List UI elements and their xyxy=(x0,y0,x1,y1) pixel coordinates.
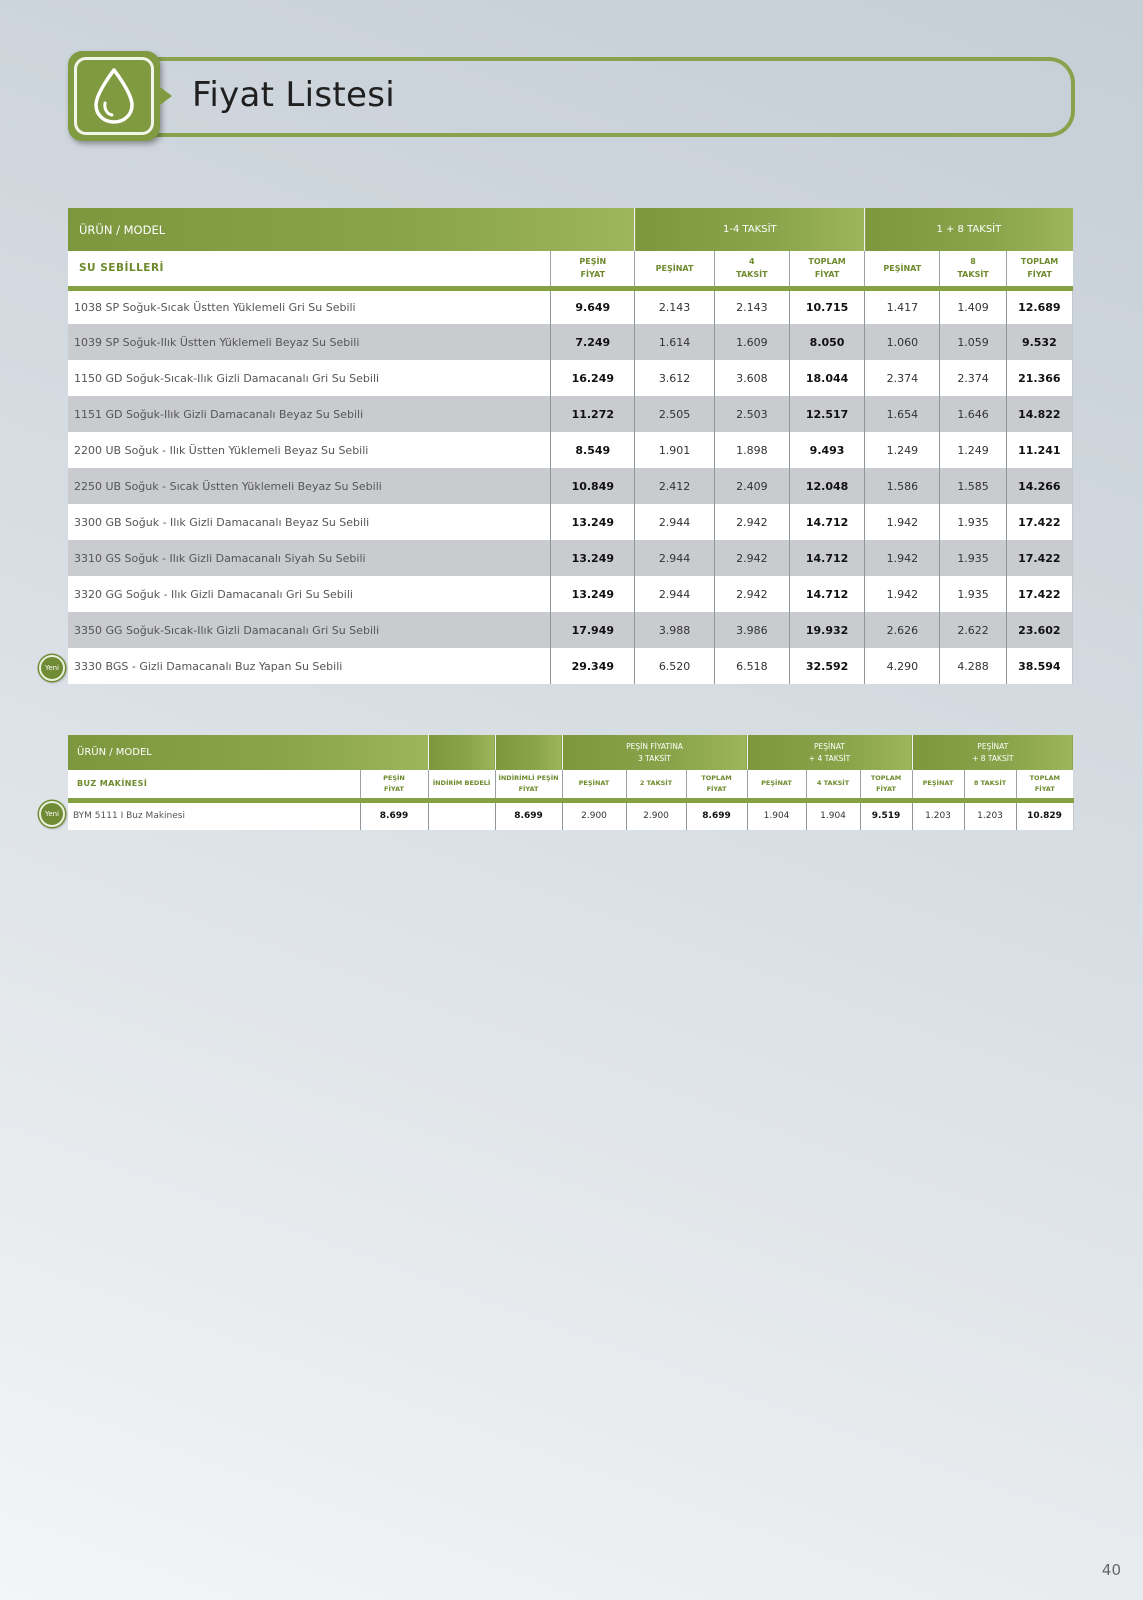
price-cell: 14.712 xyxy=(789,540,864,576)
price-cell: 16.249 xyxy=(551,360,635,396)
installment-8-header: 8 TAKSİT xyxy=(964,770,1016,800)
price-cell: 17.422 xyxy=(1006,576,1072,612)
product-name-cell: 2200 UB Soğuk - Ilık Üstten Yüklemeli Beyaz Su Sebili xyxy=(68,432,551,468)
table-row xyxy=(68,504,1073,540)
product-name-cell: 3320 GG Soğuk - Ilık Gizli Damacanalı Gri Su Sebili xyxy=(68,576,551,612)
table-row xyxy=(68,324,1073,360)
product-name-cell: 2250 UB Soğuk - Sıcak Üstten Yüklemeli Beyaz Su Sebili xyxy=(68,468,551,504)
price-cell: 12.517 xyxy=(789,396,864,432)
price-cell: 1.060 xyxy=(865,324,940,360)
price-cell: 2.942 xyxy=(714,504,789,540)
price-cell: 29.349 xyxy=(551,648,635,684)
price-cell: 1.586 xyxy=(865,468,940,504)
price-cell: 9.649 xyxy=(551,288,635,324)
price-cell: 17.949 xyxy=(551,612,635,648)
product-name-cell: 1038 SP Soğuk-Sıcak Üstten Yüklemeli Gri Su Sebili xyxy=(68,288,551,324)
table-row xyxy=(68,540,1073,576)
price-cell: 8.050 xyxy=(789,324,864,360)
price-cell: 1.249 xyxy=(940,432,1006,468)
price-cell: 1.654 xyxy=(865,396,940,432)
price-cell: 1.942 xyxy=(865,540,940,576)
price-cell: 8.699 xyxy=(686,800,747,830)
price-cell: 12.689 xyxy=(1006,288,1072,324)
price-cell: 6.520 xyxy=(635,648,714,684)
table-row xyxy=(68,800,1073,830)
table-row xyxy=(68,576,1073,612)
product-name-cell: 1039 SP Soğuk-Ilık Üstten Yüklemeli Beyaz Su Sebili xyxy=(68,324,551,360)
table-row xyxy=(68,648,1073,684)
down-payment-header: PEŞİNAT xyxy=(912,770,964,800)
price-cell: 13.249 xyxy=(551,540,635,576)
price-cell: 38.594 xyxy=(1006,648,1072,684)
price-cell: 1.942 xyxy=(865,576,940,612)
total-price-header: TOPLAM FİYAT xyxy=(789,251,864,288)
price-cell: 1.059 xyxy=(940,324,1006,360)
table-group-header xyxy=(68,208,1073,251)
product-name-cell: 3300 GB Soğuk - Ilık Gizli Damacanalı Beyaz Su Sebili xyxy=(68,504,551,540)
price-cell: 2.505 xyxy=(635,396,714,432)
cash-price-header: PEŞİN FİYAT xyxy=(360,770,428,800)
installment-2-header: 2 TAKSİT xyxy=(626,770,686,800)
price-cell: 1.614 xyxy=(635,324,714,360)
price-cell: 2.900 xyxy=(562,800,626,830)
price-cell: 2.942 xyxy=(714,576,789,612)
price-cell: 1.585 xyxy=(940,468,1006,504)
price-cell: 2.626 xyxy=(865,612,940,648)
price-cell: 11.272 xyxy=(551,396,635,432)
installment-8-header: 8 TAKSİT xyxy=(940,251,1006,288)
price-cell: 8.699 xyxy=(495,800,562,830)
installments-1-8-header: 1 + 8 TAKSİT xyxy=(865,208,1073,251)
price-cell: 2.944 xyxy=(635,504,714,540)
down-payment-header: PEŞİNAT xyxy=(635,251,714,288)
price-cell: 19.932 xyxy=(789,612,864,648)
price-cell: 2.143 xyxy=(714,288,789,324)
price-cell: 13.249 xyxy=(551,576,635,612)
price-cell: 21.366 xyxy=(1006,360,1072,396)
table-row xyxy=(68,468,1073,504)
price-cell: 13.249 xyxy=(551,504,635,540)
price-cell: 1.935 xyxy=(940,504,1006,540)
price-cell: 23.602 xyxy=(1006,612,1072,648)
price-cell: 2.942 xyxy=(714,540,789,576)
product-name-cell: 3330 BGS - Gizli Damacanalı Buz Yapan Su Sebili xyxy=(68,648,551,684)
price-cell: 1.904 xyxy=(806,800,860,830)
price-cell: 17.422 xyxy=(1006,504,1072,540)
price-cell: 1.646 xyxy=(940,396,1006,432)
price-cell: 2.503 xyxy=(714,396,789,432)
price-cell: 9.493 xyxy=(789,432,864,468)
page-number: 40 xyxy=(1101,1561,1121,1579)
price-cell: 1.901 xyxy=(635,432,714,468)
category-header: BUZ MAKİNESİ xyxy=(68,770,360,800)
table-row xyxy=(68,612,1073,648)
price-cell: 2.944 xyxy=(635,576,714,612)
price-cell: 14.822 xyxy=(1006,396,1072,432)
price-cell: 1.935 xyxy=(940,576,1006,612)
down-payment-header: PEŞİNAT xyxy=(562,770,626,800)
page-title: Fiyat Listesi xyxy=(192,75,396,115)
table-group-header xyxy=(68,735,1073,770)
product-model-header: ÜRÜN / MODEL xyxy=(68,735,428,770)
product-name-cell: 3350 GG Soğuk-Sıcak-Ilık Gizli Damacanalı Gri Su Sebili xyxy=(68,612,551,648)
header-banner xyxy=(68,51,1075,141)
product-name-cell: BYM 5111 I Buz Makinesi xyxy=(68,800,360,830)
ice-maker-rows xyxy=(68,800,1073,830)
down-payment-header: PEŞİNAT xyxy=(747,770,806,800)
product-name-cell: 1150 GD Soğuk-Sıcak-Ilık Gizli Damacanalı Gri Su Sebili xyxy=(68,360,551,396)
price-cell: 3.612 xyxy=(635,360,714,396)
price-cell: 2.944 xyxy=(635,540,714,576)
price-cell: 10.715 xyxy=(789,288,864,324)
table-sub-header xyxy=(68,251,1073,288)
installments-1-4-header: 1-4 TAKSİT xyxy=(635,208,865,251)
price-cell xyxy=(428,800,495,830)
price-cell: 1.898 xyxy=(714,432,789,468)
price-cell: 8.549 xyxy=(551,432,635,468)
price-cell: 17.422 xyxy=(1006,540,1072,576)
price-cell: 1.203 xyxy=(964,800,1016,830)
installment-4-header: 4 TAKSİT xyxy=(714,251,789,288)
table-row xyxy=(68,360,1073,396)
price-cell: 14.712 xyxy=(789,504,864,540)
price-cell: 2.374 xyxy=(865,360,940,396)
price-cell: 2.409 xyxy=(714,468,789,504)
down-plus-8-installments-header: PEŞİNAT + 8 TAKSİT xyxy=(912,735,1073,770)
price-cell: 8.699 xyxy=(360,800,428,830)
price-cell: 1.417 xyxy=(865,288,940,324)
price-cell: 1.409 xyxy=(940,288,1006,324)
price-cell: 10.849 xyxy=(551,468,635,504)
price-cell: 14.712 xyxy=(789,576,864,612)
price-cell: 10.829 xyxy=(1016,800,1073,830)
table-sub-header xyxy=(68,770,1073,800)
down-plus-4-installments-header: PEŞİNAT + 4 TAKSİT xyxy=(747,735,912,770)
category-header: SU SEBİLLERİ xyxy=(68,251,551,288)
new-badge: Yeni xyxy=(39,655,65,681)
total-price-header: TOPLAM FİYAT xyxy=(1016,770,1073,800)
price-cell: 1.609 xyxy=(714,324,789,360)
ice-maker-price-table xyxy=(68,735,1074,830)
table-row xyxy=(68,288,1073,324)
product-model-header: ÜRÜN / MODEL xyxy=(68,208,635,251)
price-cell: 7.249 xyxy=(551,324,635,360)
price-cell: 1.935 xyxy=(940,540,1006,576)
total-price-header: TOPLAM FİYAT xyxy=(1006,251,1072,288)
price-cell: 3.988 xyxy=(635,612,714,648)
price-cell: 6.518 xyxy=(714,648,789,684)
table-row xyxy=(68,432,1073,468)
price-cell: 1.203 xyxy=(912,800,964,830)
price-cell: 2.622 xyxy=(940,612,1006,648)
banner-icon-box xyxy=(68,51,160,141)
price-cell: 1.942 xyxy=(865,504,940,540)
total-price-header: TOPLAM FİYAT xyxy=(860,770,912,800)
price-cell: 2.374 xyxy=(940,360,1006,396)
cash-3-installments-header: PEŞİN FİYATINA 3 TAKSİT xyxy=(562,735,747,770)
water-drop-icon xyxy=(91,67,137,125)
cash-price-header: PEŞİN FİYAT xyxy=(551,251,635,288)
price-cell: 32.592 xyxy=(789,648,864,684)
discounted-cash-price-header: İNDİRİMLİ PEŞİN FİYAT xyxy=(495,770,562,800)
price-cell: 1.249 xyxy=(865,432,940,468)
water-dispenser-rows xyxy=(68,288,1073,684)
price-cell: 1.904 xyxy=(747,800,806,830)
product-name-cell: 3310 GS Soğuk - Ilık Gizli Damacanalı Siyah Su Sebili xyxy=(68,540,551,576)
discount-amount-header: İNDİRİM BEDELİ xyxy=(428,770,495,800)
price-cell: 2.143 xyxy=(635,288,714,324)
price-cell: 2.900 xyxy=(626,800,686,830)
price-cell: 3.608 xyxy=(714,360,789,396)
price-cell: 3.986 xyxy=(714,612,789,648)
price-cell: 18.044 xyxy=(789,360,864,396)
price-cell: 9.519 xyxy=(860,800,912,830)
price-cell: 12.048 xyxy=(789,468,864,504)
new-badge: Yeni xyxy=(39,801,65,827)
product-name-cell: 1151 GD Soğuk-Ilık Gizli Damacanalı Beyaz Su Sebili xyxy=(68,396,551,432)
table-row xyxy=(68,396,1073,432)
price-cell: 4.288 xyxy=(940,648,1006,684)
price-cell: 4.290 xyxy=(865,648,940,684)
price-cell: 11.241 xyxy=(1006,432,1072,468)
price-cell: 2.412 xyxy=(635,468,714,504)
price-cell: 14.266 xyxy=(1006,468,1072,504)
water-dispenser-price-table xyxy=(68,208,1073,684)
installment-4-header: 4 TAKSİT xyxy=(806,770,860,800)
down-payment-header: PEŞİNAT xyxy=(865,251,940,288)
total-price-header: TOPLAM FİYAT xyxy=(686,770,747,800)
price-cell: 9.532 xyxy=(1006,324,1072,360)
